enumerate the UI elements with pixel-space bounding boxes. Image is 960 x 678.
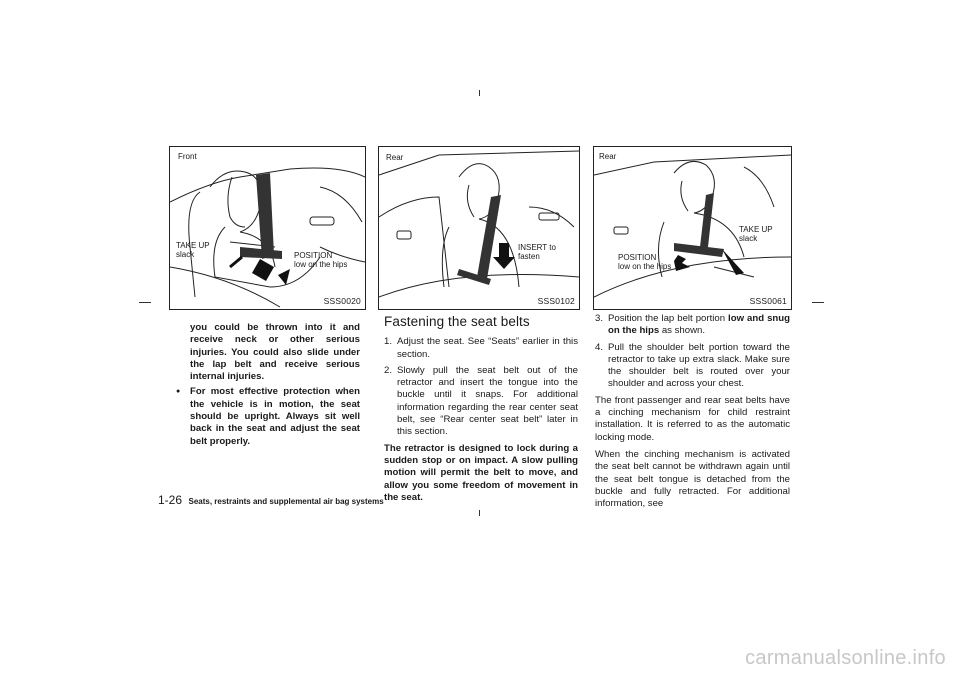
step-1 bbox=[384, 336, 578, 361]
cinching-activated-paragraph: When the cinching mechanism is activated the seat belt cannot be withdrawn again until the seat belt tongue is detached from the buckle and fully retracted. For additional information, see bbox=[595, 448, 790, 510]
bullet-icon: ● bbox=[176, 388, 181, 396]
retractor-note: The retractor is designed to lock during a sudden stop or on impact. A slow pulling motion will permit the belt to move, and allow you some freedom of movement in the seat. bbox=[384, 442, 578, 503]
step-number: 4. bbox=[595, 341, 604, 353]
crop-mark-bottom bbox=[479, 510, 480, 516]
step-text-part: Position the lap belt portion bbox=[608, 313, 729, 324]
step-2 bbox=[384, 365, 578, 439]
middle-column bbox=[384, 316, 578, 509]
label-insert-to-fasten: INSERT to fasten bbox=[518, 243, 556, 261]
right-column bbox=[595, 313, 790, 515]
cinching-paragraph: The front passenger and rear seat belts have a cinching mechanism for child restraint installation. It is referred to as the automatic locking mode. bbox=[595, 394, 790, 443]
label-position-low-on-hips: POSITION low on the hips bbox=[618, 253, 672, 271]
figure-code: SSS0020 bbox=[323, 296, 361, 306]
step-text bbox=[608, 313, 790, 338]
page-number: 1-26 bbox=[158, 493, 183, 507]
warning-bullet-item bbox=[176, 386, 360, 447]
section-title: Seats, restraints and supplemental air bag systems bbox=[188, 497, 384, 506]
figure-front-seat-illustration bbox=[170, 147, 365, 309]
figure-rear-seat-fasten bbox=[378, 146, 580, 310]
step-number: 3. bbox=[595, 313, 604, 324]
label-front: Front bbox=[178, 152, 197, 161]
step-text-bold: low and snug on the hips bbox=[608, 313, 790, 337]
page-footer bbox=[158, 491, 384, 509]
label-position-low-on-hips: POSITION low on the hips bbox=[294, 251, 348, 269]
step-3 bbox=[595, 313, 790, 338]
figure-code: SSS0061 bbox=[749, 296, 787, 306]
figure-rear-seat-illustration bbox=[379, 147, 579, 309]
section-heading: Fastening the seat belts bbox=[384, 314, 530, 329]
label-rear: Rear bbox=[386, 153, 404, 162]
watermark: carmanualsonline.info bbox=[745, 647, 946, 669]
left-column-warning bbox=[176, 322, 360, 448]
step-text-part: as shown. bbox=[659, 325, 706, 337]
figure-code: SSS0102 bbox=[537, 296, 575, 306]
figure-rear-seat-position bbox=[593, 146, 792, 310]
step-text: Slowly pull the seat belt out of the retractor and insert the tongue into the buckle until it snaps. For additional information regarding the rear center seat belt, see “Rear center seat belt” later in this section. bbox=[397, 364, 578, 438]
step-number: 1. bbox=[384, 336, 393, 348]
step-text: Pull the shoulder belt portion toward the retractor to take up extra slack. Make sure the shoulder belt is routed over your shoulder and across your chest. bbox=[608, 341, 790, 390]
label-take-up-slack: TAKE UP slack bbox=[176, 241, 210, 259]
crop-mark-left bbox=[139, 302, 151, 303]
label-take-up-slack: TAKE UP slack bbox=[739, 225, 773, 243]
warning-bullet-text: For most effective protection when the vehicle is in motion, the seat should be upright. Always sit well back in the seat and adjust the seat belt properly. bbox=[190, 386, 360, 447]
crop-mark-right bbox=[812, 302, 824, 303]
step-text: Adjust the seat. See “Seats” earlier in this section. bbox=[397, 336, 578, 360]
crop-mark-top bbox=[479, 90, 480, 96]
step-4 bbox=[595, 342, 790, 391]
step-number: 2. bbox=[384, 364, 393, 376]
warning-continued-text: you could be thrown into it and receive neck or other serious injuries. You could also slide under the lap belt and receive serious internal injuries. bbox=[190, 322, 360, 383]
figure-front-seat-belt bbox=[169, 146, 366, 310]
label-rear: Rear bbox=[599, 152, 617, 161]
